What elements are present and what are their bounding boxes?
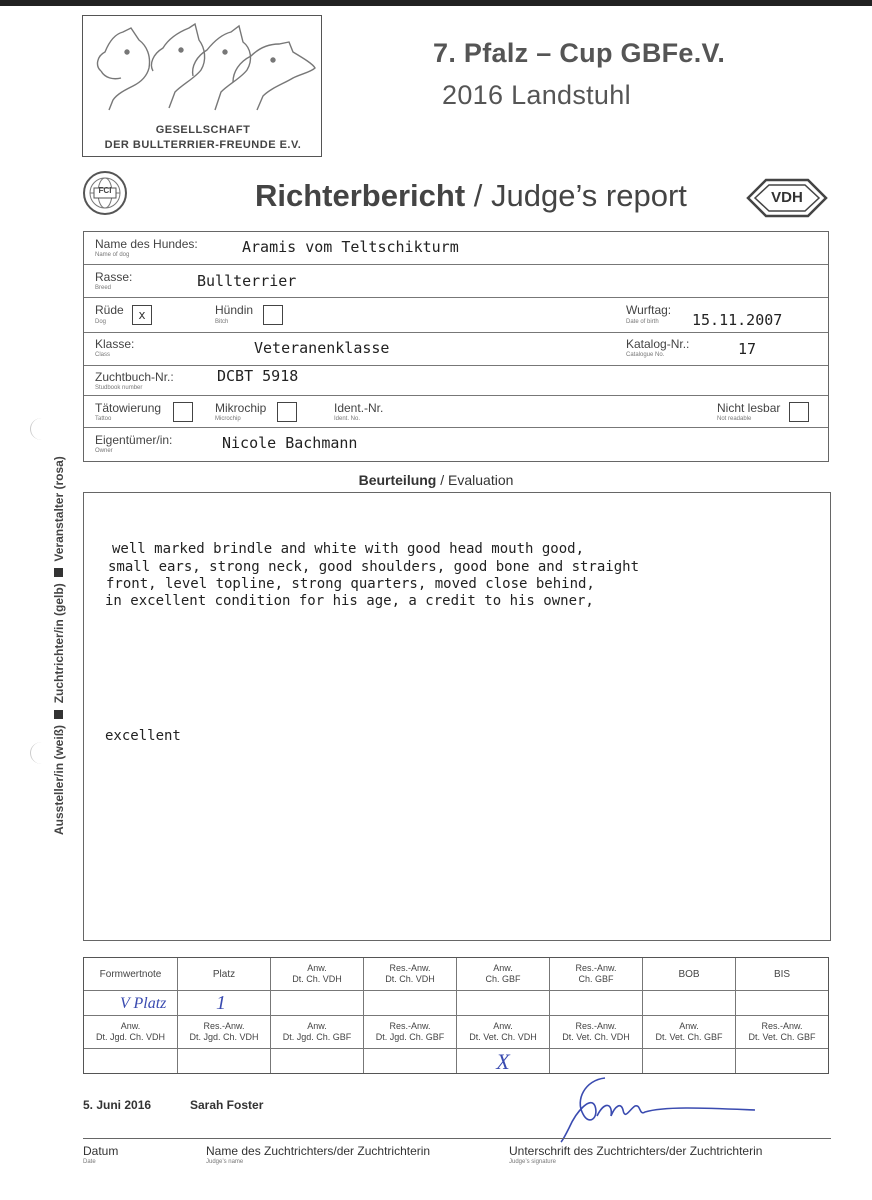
value-platz[interactable]: 1 — [178, 991, 271, 1016]
header-res-anw-dt-ch-vdh: Res.-Anw. Dt. Ch. VDH — [364, 958, 457, 991]
logo-text-line1: GESELLSCHAFT — [155, 124, 251, 136]
class-value: Veteranenklasse — [254, 339, 390, 357]
footer-judge-value: Sarah Foster — [190, 1098, 264, 1112]
row-class-catalogue — [84, 333, 828, 366]
evaluation-heading-english: Evaluation — [448, 472, 514, 488]
header-anw-dt-jgd-ch-gbf: Anw. Dt. Jgd. Ch. GBF — [271, 1016, 364, 1049]
class-sublabel: Class — [95, 352, 111, 358]
footer-signature-label: Unterschrift des Zuchtrichters/der Zuchtrichterin — [509, 1144, 763, 1158]
value-bob[interactable] — [643, 991, 736, 1016]
header-anw-ch-gbf: Anw. Ch. GBF — [457, 958, 550, 991]
value-anw-dt-ch-vdh[interactable] — [271, 991, 364, 1016]
club-logo — [82, 15, 322, 157]
punch-hole-mark-top — [30, 418, 53, 440]
owner-sublabel: Owner — [95, 448, 113, 454]
breed-sublabel: Breed — [95, 285, 112, 291]
catalogue-value: 17 — [738, 340, 757, 358]
female-checkbox[interactable] — [263, 305, 283, 325]
color-square-icon-2 — [54, 568, 63, 577]
logo-text-line2: DER BULLTERRIER-FREUNDE E.V. — [104, 139, 302, 151]
value-res-anw-dt-jgd-ch-vdh[interactable] — [178, 1049, 271, 1073]
header-anw-dt-ch-vdh: Anw. Dt. Ch. VDH — [271, 958, 364, 991]
header-platz: Platz — [178, 958, 271, 991]
report-title-english: Judge’s report — [491, 178, 687, 213]
copy-organizer-label: Veranstalter (rosa) — [52, 456, 66, 562]
header-anw-dt-vet-ch-gbf: Anw. Dt. Vet. Ch. GBF — [643, 1016, 736, 1049]
color-square-icon-1 — [54, 710, 63, 719]
class-label: Klasse: — [95, 337, 135, 351]
value-anw-dt-jgd-ch-gbf[interactable] — [271, 1049, 364, 1073]
unreadable-sublabel: Not readable — [717, 416, 752, 422]
value-anw-dt-vet-ch-vdh[interactable]: X — [457, 1049, 550, 1073]
breed-value: Bullterrier — [197, 272, 297, 290]
tattoo-sublabel: Tattoo — [95, 416, 112, 422]
ident-label: Ident.-Nr. — [334, 401, 384, 415]
value-res-anw-dt-ch-vdh[interactable] — [364, 991, 457, 1016]
header-bob: BOB — [643, 958, 736, 991]
dog-name-sublabel: Name of dog — [95, 252, 130, 258]
row-identification — [84, 396, 828, 428]
whelped-value: 15.11.2007 — [692, 311, 783, 329]
female-label: Hündin — [215, 303, 254, 317]
header-anw-dt-jgd-ch-vdh: Anw. Dt. Jgd. Ch. VDH — [84, 1016, 178, 1049]
footer-judge-label: Name des Zuchtrichters/der Zuchtrichterin — [206, 1144, 431, 1158]
fci-label: FCI — [98, 186, 112, 195]
unreadable-checkbox[interactable] — [789, 402, 809, 422]
evaluation-line-4: in excellent condition for his age, a credit to his owner, — [105, 593, 594, 609]
copy-exhibitor-label: Aussteller/in (weiß) — [52, 724, 66, 835]
tattoo-checkbox[interactable] — [173, 402, 193, 422]
value-bis[interactable] — [736, 991, 828, 1016]
top-edge-line — [0, 0, 872, 6]
footer-signature-sublabel: Judge’s signature — [509, 1159, 556, 1165]
report-title-german: Richterbericht — [255, 178, 466, 213]
header-anw-dt-vet-ch-vdh: Anw. Dt. Vet. Ch. VDH — [457, 1016, 550, 1049]
microchip-checkbox[interactable] — [277, 402, 297, 422]
value-formwertnote[interactable]: V Platz — [84, 991, 178, 1016]
evaluation-line-2: small ears, strong neck, good shoulders, good bone and straight — [108, 559, 640, 575]
dog-details-form — [83, 231, 829, 462]
breed-label: Rasse: — [95, 270, 133, 284]
female-sublabel: Bitch — [215, 319, 229, 325]
footer-date-value: 5. Juni 2016 — [83, 1098, 152, 1112]
fci-badge — [82, 170, 128, 216]
whelped-label: Wurftag: — [626, 303, 672, 317]
male-checkbox[interactable]: x — [132, 305, 152, 325]
footer-date-label: Datum — [83, 1144, 119, 1158]
header-formwertnote: Formwertnote — [84, 958, 178, 991]
report-title-separator: / — [465, 178, 492, 213]
header-res-anw-ch-gbf: Res.-Anw. Ch. GBF — [550, 958, 643, 991]
report-title — [255, 178, 687, 214]
owner-value: Nicole Bachmann — [222, 434, 358, 452]
row-dog-name — [84, 232, 828, 265]
evaluation-heading-german: Beurteilung — [358, 472, 437, 488]
bullterrier-heads-logo-icon — [83, 16, 321, 121]
studbook-value: DCBT 5918 — [217, 367, 299, 385]
header-res-anw-dt-jgd-ch-vdh: Res.-Anw. Dt. Jgd. Ch. VDH — [178, 1016, 271, 1049]
dog-name-label: Name des Hundes: — [95, 237, 198, 251]
dog-name-value: Aramis vom Teltschikturm — [242, 238, 459, 256]
copy-judge-label: Zuchtrichter/in (gelb) — [52, 583, 66, 704]
studbook-label: Zuchtbuch-Nr.: — [95, 370, 174, 384]
row-sex-birth — [84, 298, 828, 333]
vdh-label: VDH — [771, 189, 803, 206]
unreadable-label: Nicht lesbar — [717, 401, 781, 415]
microchip-sublabel: Microchip — [215, 416, 241, 422]
judge-signature — [555, 1070, 785, 1145]
catalogue-label: Katalog-Nr.: — [626, 337, 690, 351]
evaluation-heading — [0, 472, 872, 488]
event-subtitle: 2016 Landstuhl — [442, 80, 631, 110]
studbook-sublabel: Studbook number — [95, 385, 143, 391]
value-res-anw-ch-gbf[interactable] — [550, 991, 643, 1016]
row-breed — [84, 265, 828, 298]
punch-hole-mark-bottom — [30, 742, 53, 764]
ident-sublabel: Ident. No. — [334, 416, 361, 422]
microchip-label: Mikrochip — [215, 401, 267, 415]
owner-label: Eigentümer/in: — [95, 433, 173, 447]
evaluation-line-1: well marked brindle and white with good head mouth good, — [112, 541, 585, 557]
male-label: Rüde — [95, 303, 124, 317]
male-sublabel: Dog — [95, 319, 107, 325]
evaluation-line-3: front, level topline, strong quarters, moved close behind, — [106, 576, 595, 592]
row-owner — [84, 428, 828, 461]
tattoo-label: Tätowierung — [95, 401, 162, 415]
header-res-anw-dt-vet-ch-gbf: Res.-Anw. Dt. Vet. Ch. GBF — [736, 1016, 828, 1049]
evaluation-heading-separator: / — [436, 472, 449, 488]
whelped-sublabel: Date of birth — [626, 319, 659, 325]
copy-distribution-sidebar — [52, 456, 66, 835]
header-res-anw-dt-jgd-ch-gbf: Res.-Anw. Dt. Jgd. Ch. GBF — [364, 1016, 457, 1049]
value-anw-dt-jgd-ch-vdh[interactable] — [84, 1049, 178, 1073]
footer-judge-sublabel: Judge’s name — [206, 1159, 244, 1165]
header-bis: BIS — [736, 958, 828, 991]
evaluation-grade: excellent — [105, 728, 181, 744]
row-studbook — [84, 366, 828, 396]
footer-date-sublabel: Date — [83, 1159, 96, 1165]
vdh-badge — [746, 178, 828, 218]
evaluation-text-area — [83, 492, 831, 941]
value-anw-ch-gbf[interactable] — [457, 991, 550, 1016]
header-res-anw-dt-vet-ch-vdh: Res.-Anw. Dt. Vet. Ch. VDH — [550, 1016, 643, 1049]
catalogue-sublabel: Catalogue No. — [626, 352, 665, 358]
value-res-anw-dt-jgd-ch-gbf[interactable] — [364, 1049, 457, 1073]
results-table — [83, 957, 829, 1074]
event-title: 7. Pfalz – Cup GBFe.V. — [433, 38, 726, 68]
footer-rule — [83, 1138, 831, 1139]
